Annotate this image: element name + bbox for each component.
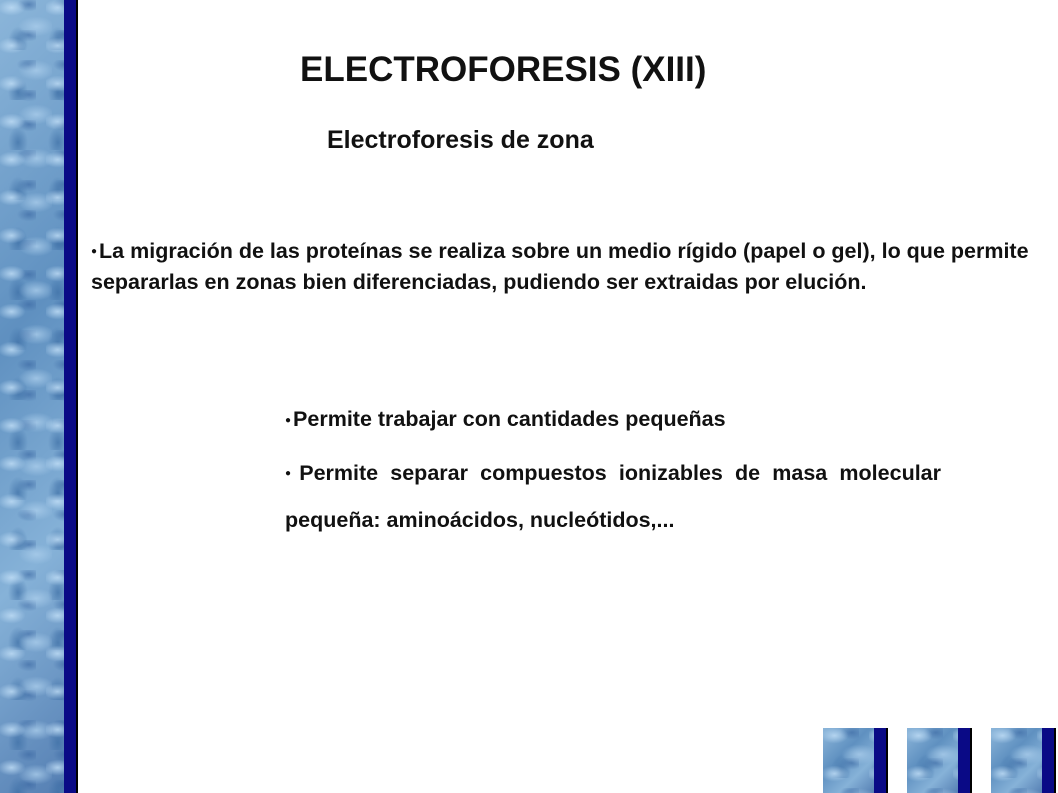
sidebar-navy-stripe [64, 0, 76, 793]
main-paragraph-text: La migración de las proteínas se realiza sobre un medio rígido (papel o gel), lo que permite separarlas en zonas bien diferenciadas, pudiendo ser extraidas por elución. [91, 239, 1029, 295]
slide-title: ELECTROFORESIS (XIII) [300, 50, 707, 89]
main-paragraph [91, 236, 1036, 297]
tile-black-stripe [886, 728, 888, 793]
bullet-item [285, 450, 941, 543]
bullet-icon: ● [285, 468, 298, 480]
tile-navy-stripe [1042, 728, 1054, 793]
tile-texture [991, 728, 1042, 793]
sidebar-black-stripe [76, 0, 78, 793]
tile-black-stripe [1054, 728, 1056, 793]
decorative-tile-1 [823, 728, 889, 793]
water-texture-sidebar [0, 0, 64, 793]
decorative-tile-3 [991, 728, 1057, 793]
tile-texture [823, 728, 874, 793]
tile-texture [907, 728, 958, 793]
bullet-icon: ● [285, 414, 292, 426]
tile-black-stripe [970, 728, 972, 793]
bullet-item-text: Permite trabajar con cantidades pequeñas [293, 407, 726, 431]
slide-subtitle: Electroforesis de zona [327, 126, 594, 154]
bullet-icon: ● [91, 246, 98, 258]
bullet-item-text: Permite separar compuestos ionizables de masa molecular pequeña: aminoácidos, nucleótidos,... [285, 461, 941, 533]
bullet-item [285, 407, 726, 432]
decorative-tile-2 [907, 728, 973, 793]
tile-navy-stripe [874, 728, 886, 793]
tile-navy-stripe [958, 728, 970, 793]
